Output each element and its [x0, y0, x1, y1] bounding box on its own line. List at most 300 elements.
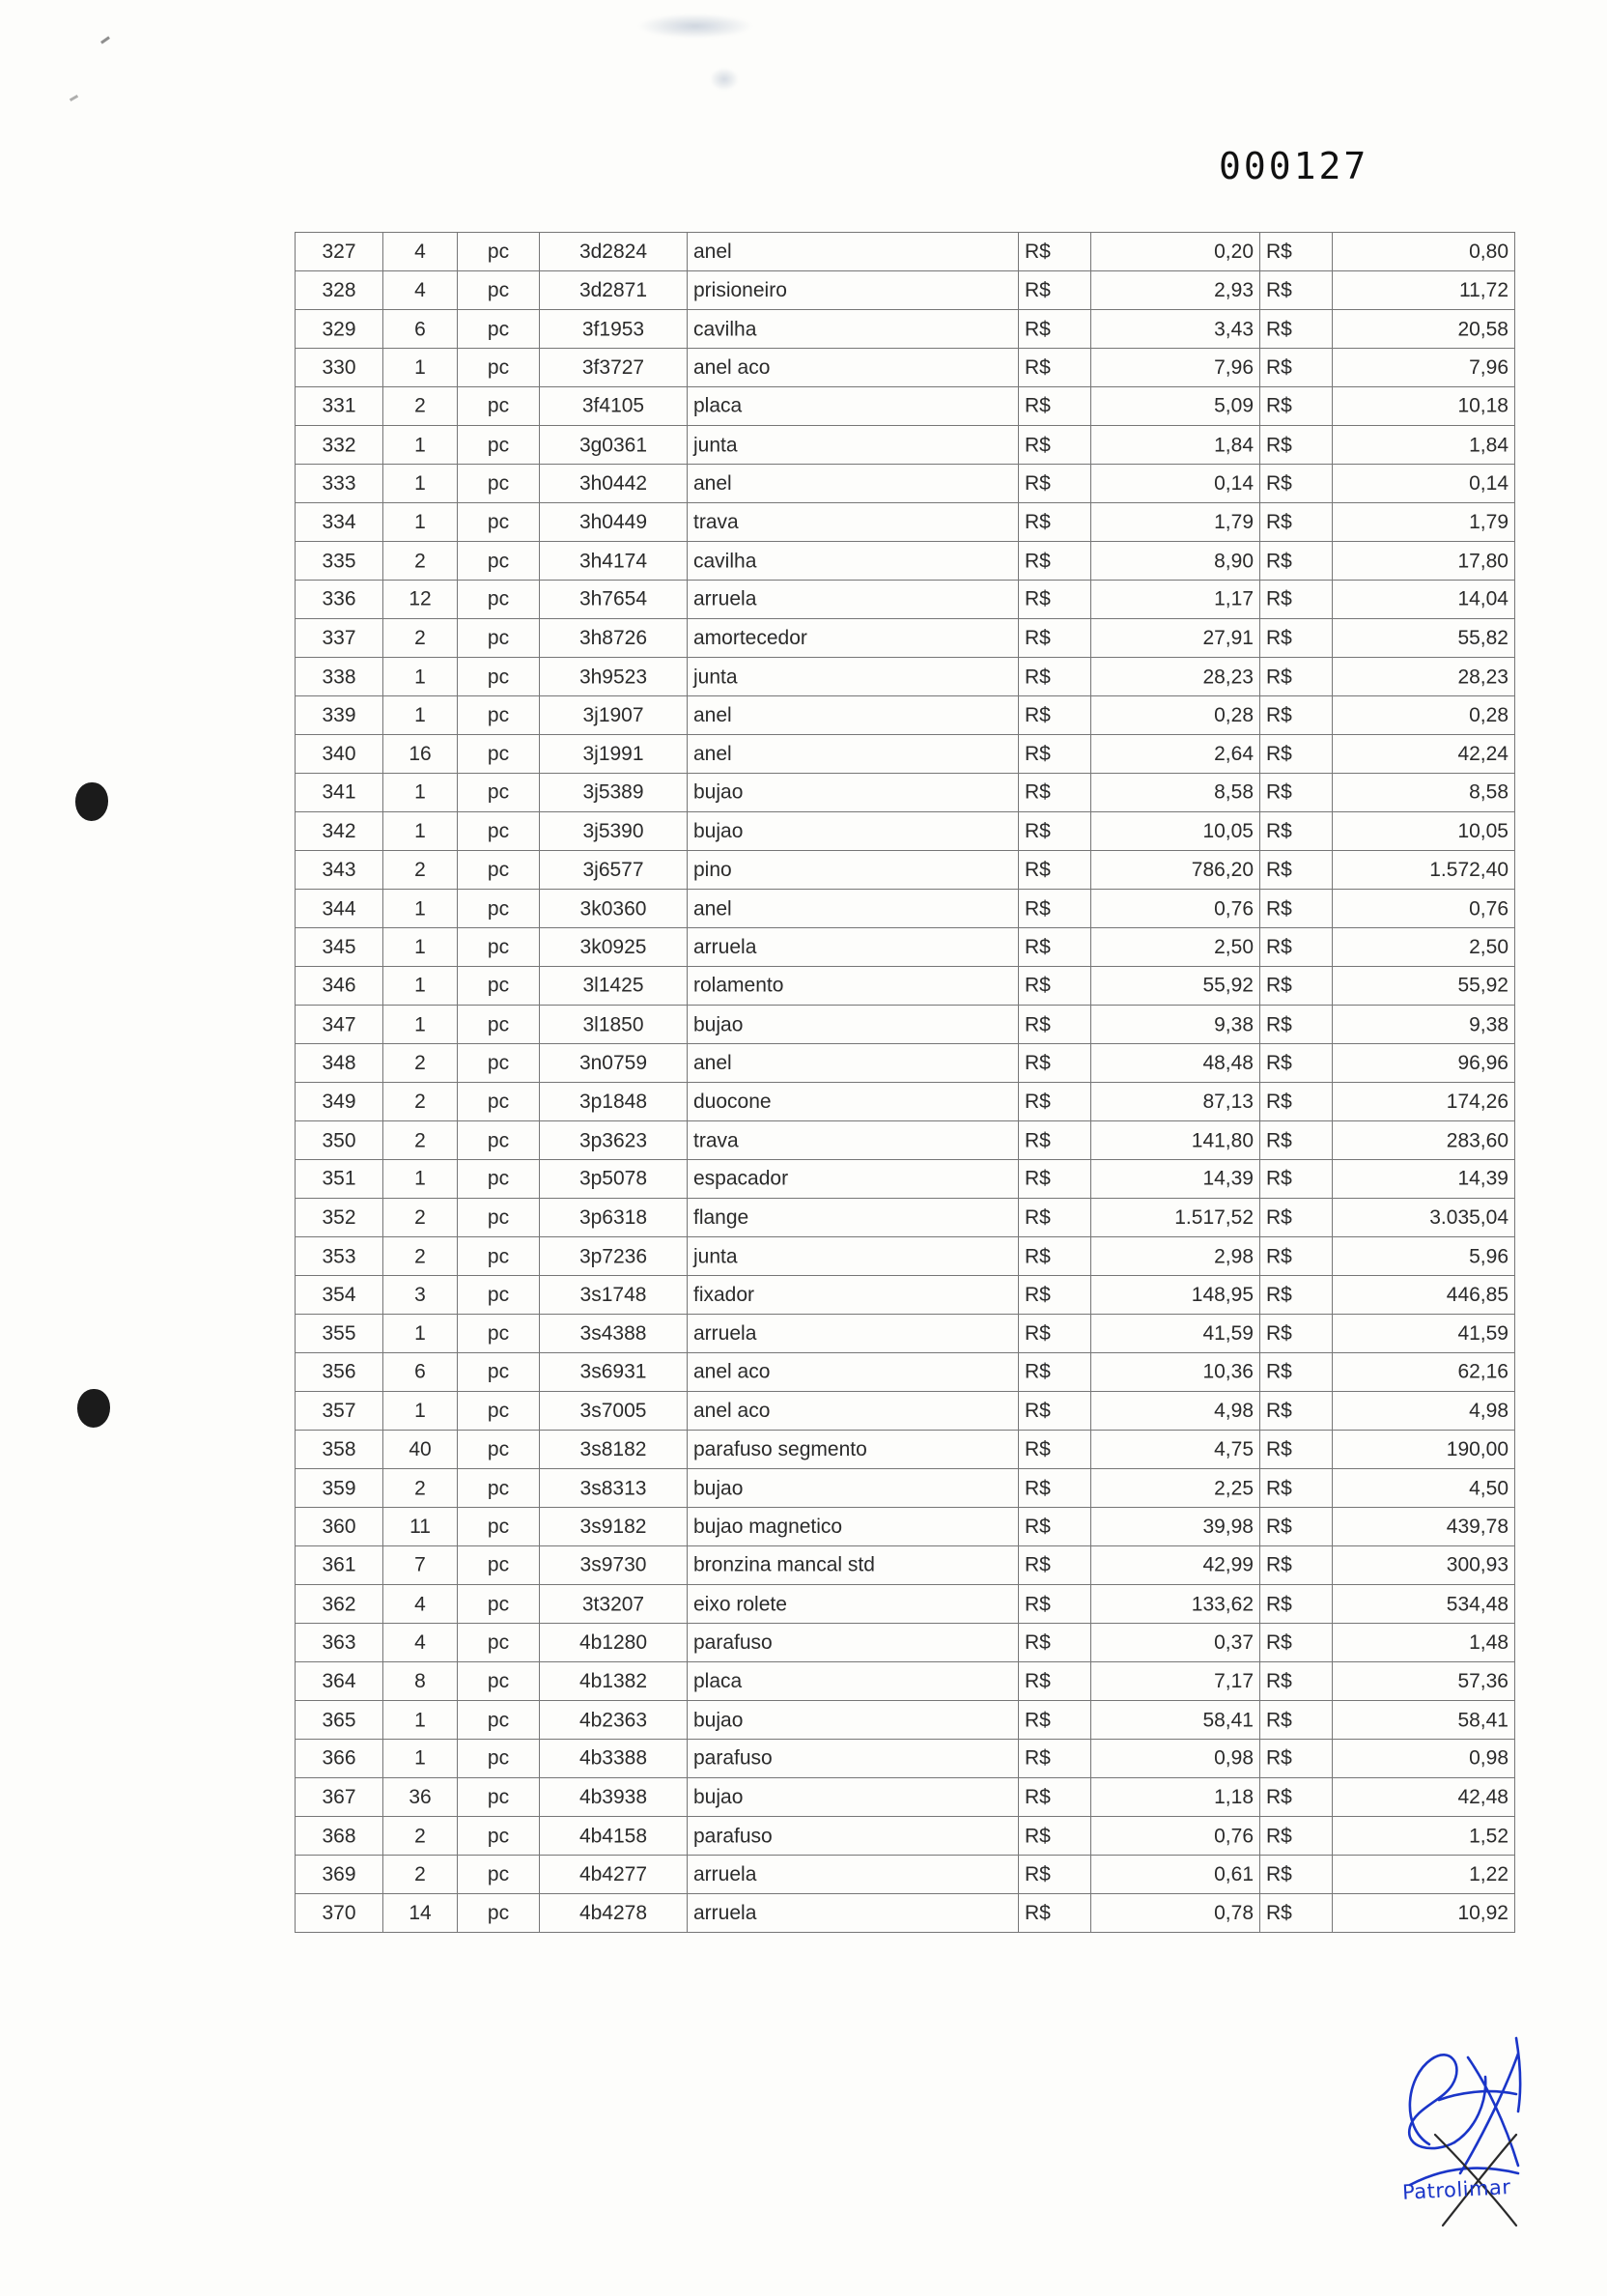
cell-quantity: 1 [383, 890, 458, 928]
cell-currency-unit: R$ [1019, 1778, 1091, 1817]
cell-unit-price: 48,48 [1091, 1044, 1260, 1083]
pen-mark [100, 36, 110, 43]
cell-index: 343 [296, 851, 383, 890]
cell-index: 359 [296, 1469, 383, 1508]
cell-quantity: 2 [383, 851, 458, 890]
table-row [296, 774, 1515, 812]
cell-currency-unit: R$ [1019, 928, 1091, 967]
cell-code: 4b4158 [540, 1817, 688, 1856]
cell-total-price: 0,28 [1333, 696, 1515, 735]
cell-currency-total: R$ [1260, 542, 1333, 581]
cell-index: 330 [296, 349, 383, 387]
cell-unit-price: 2,93 [1091, 271, 1260, 310]
cell-quantity: 2 [383, 1083, 458, 1121]
cell-unit: pc [458, 890, 540, 928]
items-table-container [295, 232, 1508, 1933]
cell-currency-unit: R$ [1019, 386, 1091, 425]
cell-currency-unit: R$ [1019, 271, 1091, 310]
cell-quantity: 40 [383, 1431, 458, 1469]
cell-code: 3j6577 [540, 851, 688, 890]
cell-currency-unit: R$ [1019, 1121, 1091, 1160]
cell-unit-price: 2,25 [1091, 1469, 1260, 1508]
cell-unit: pc [458, 773, 540, 811]
cell-quantity: 1 [383, 812, 458, 851]
table-row [296, 1624, 1515, 1662]
cell-description: bujao [688, 773, 1019, 811]
table-row [296, 503, 1515, 542]
cell-unit: pc [458, 1044, 540, 1083]
table-row [296, 1585, 1515, 1624]
cell-currency-total: R$ [1260, 1778, 1333, 1817]
cell-description: bronzina mancal std [688, 1545, 1019, 1584]
table-row [296, 890, 1515, 928]
cell-total-price: 42,24 [1333, 735, 1515, 774]
cell-unit: pc [458, 1624, 540, 1662]
cell-quantity: 6 [383, 1352, 458, 1391]
cell-total-price: 9,38 [1333, 1006, 1515, 1044]
cell-currency-unit: R$ [1019, 1431, 1091, 1469]
cell-currency-unit: R$ [1019, 696, 1091, 735]
cell-description: rolamento [688, 966, 1019, 1005]
cell-unit: pc [458, 349, 540, 387]
cell-quantity: 1 [383, 1006, 458, 1044]
table-row [296, 696, 1515, 735]
cell-currency-unit: R$ [1019, 580, 1091, 618]
cell-currency-total: R$ [1260, 966, 1333, 1005]
cell-unit: pc [458, 465, 540, 503]
cell-index: 366 [296, 1739, 383, 1777]
cell-description: junta [688, 658, 1019, 696]
cell-index: 352 [296, 1199, 383, 1237]
cell-currency-total: R$ [1260, 349, 1333, 387]
cell-total-price: 439,78 [1333, 1508, 1515, 1546]
cell-description: bujao [688, 1006, 1019, 1044]
cell-quantity: 2 [383, 1469, 458, 1508]
cell-code: 4b1382 [540, 1662, 688, 1701]
cell-index: 363 [296, 1624, 383, 1662]
cell-unit: pc [458, 233, 540, 271]
cell-index: 367 [296, 1778, 383, 1817]
cell-total-price: 4,98 [1333, 1392, 1515, 1431]
cell-currency-total: R$ [1260, 233, 1333, 271]
table-row [296, 928, 1515, 967]
cell-currency-total: R$ [1260, 735, 1333, 774]
cell-currency-total: R$ [1260, 1585, 1333, 1624]
cell-unit-price: 0,37 [1091, 1624, 1260, 1662]
cell-index: 328 [296, 271, 383, 310]
cell-description: anel [688, 233, 1019, 271]
cell-total-price: 0,98 [1333, 1739, 1515, 1777]
cell-currency-unit: R$ [1019, 1469, 1091, 1508]
table-row [296, 1856, 1515, 1894]
cell-index: 348 [296, 1044, 383, 1083]
cell-currency-unit: R$ [1019, 1044, 1091, 1083]
cell-unit: pc [458, 1121, 540, 1160]
cell-currency-unit: R$ [1019, 349, 1091, 387]
table-row [296, 851, 1515, 890]
cell-unit: pc [458, 928, 540, 967]
scan-artifact-top [637, 14, 753, 39]
cell-unit-price: 2,98 [1091, 1237, 1260, 1276]
table-row [296, 1006, 1515, 1044]
cell-currency-total: R$ [1260, 1159, 1333, 1198]
cell-code: 3d2824 [540, 233, 688, 271]
cell-unit: pc [458, 812, 540, 851]
cell-description: arruela [688, 928, 1019, 967]
cell-total-price: 4,50 [1333, 1469, 1515, 1508]
cell-description: cavilha [688, 310, 1019, 349]
cell-unit: pc [458, 1083, 540, 1121]
cell-description: arruela [688, 1315, 1019, 1353]
cell-total-price: 2,50 [1333, 928, 1515, 967]
cell-description: fixador [688, 1276, 1019, 1315]
cell-index: 337 [296, 619, 383, 658]
cell-total-price: 300,93 [1333, 1545, 1515, 1584]
table-row [296, 1469, 1515, 1508]
cell-total-price: 534,48 [1333, 1585, 1515, 1624]
table-row [296, 387, 1515, 426]
cell-code: 3d2871 [540, 271, 688, 310]
cell-index: 362 [296, 1585, 383, 1624]
cell-unit: pc [458, 542, 540, 581]
cell-description: bujao magnetico [688, 1508, 1019, 1546]
cell-currency-total: R$ [1260, 773, 1333, 811]
cell-index: 332 [296, 426, 383, 465]
cell-currency-total: R$ [1260, 1508, 1333, 1546]
cell-quantity: 4 [383, 271, 458, 310]
cell-unit: pc [458, 966, 540, 1005]
cell-unit-price: 0,14 [1091, 465, 1260, 503]
cell-index: 355 [296, 1315, 383, 1353]
cell-unit: pc [458, 1276, 540, 1315]
cell-quantity: 1 [383, 465, 458, 503]
cell-total-price: 1.572,40 [1333, 851, 1515, 890]
cell-currency-total: R$ [1260, 1315, 1333, 1353]
cell-total-price: 5,96 [1333, 1237, 1515, 1276]
cell-code: 3p7236 [540, 1237, 688, 1276]
cell-quantity: 8 [383, 1662, 458, 1701]
cell-quantity: 4 [383, 1585, 458, 1624]
cell-currency-total: R$ [1260, 465, 1333, 503]
cell-unit: pc [458, 1508, 540, 1546]
cell-description: flange [688, 1199, 1019, 1237]
cell-code: 3k0360 [540, 890, 688, 928]
cell-currency-total: R$ [1260, 619, 1333, 658]
cell-unit-price: 39,98 [1091, 1508, 1260, 1546]
cell-index: 347 [296, 1006, 383, 1044]
cell-total-price: 62,16 [1333, 1352, 1515, 1391]
cell-code: 3h0449 [540, 503, 688, 542]
cell-description: trava [688, 503, 1019, 542]
table-row [296, 1199, 1515, 1237]
cell-currency-total: R$ [1260, 1276, 1333, 1315]
cell-code: 3h4174 [540, 542, 688, 581]
cell-quantity: 1 [383, 1315, 458, 1353]
cell-unit-price: 8,90 [1091, 542, 1260, 581]
cell-quantity: 16 [383, 735, 458, 774]
cell-currency-total: R$ [1260, 928, 1333, 967]
cell-total-price: 42,48 [1333, 1778, 1515, 1817]
cell-unit: pc [458, 1585, 540, 1624]
cell-index: 346 [296, 966, 383, 1005]
cell-total-price: 7,96 [1333, 349, 1515, 387]
cell-currency-unit: R$ [1019, 1508, 1091, 1546]
cell-description: parafuso [688, 1817, 1019, 1856]
cell-code: 3g0361 [540, 426, 688, 465]
cell-index: 364 [296, 1662, 383, 1701]
cell-currency-unit: R$ [1019, 1006, 1091, 1044]
scan-artifact-top-small [710, 68, 739, 91]
cell-currency-total: R$ [1260, 503, 1333, 542]
cell-currency-total: R$ [1260, 1817, 1333, 1856]
cell-currency-unit: R$ [1019, 735, 1091, 774]
cell-quantity: 2 [383, 1237, 458, 1276]
table-row [296, 1353, 1515, 1392]
cell-description: pino [688, 851, 1019, 890]
table-row [296, 967, 1515, 1006]
cell-currency-unit: R$ [1019, 619, 1091, 658]
cell-index: 335 [296, 542, 383, 581]
table-row [296, 1740, 1515, 1778]
cell-code: 4b2363 [540, 1701, 688, 1740]
cell-code: 3p5078 [540, 1159, 688, 1198]
cell-unit-price: 1.517,52 [1091, 1199, 1260, 1237]
cell-currency-total: R$ [1260, 658, 1333, 696]
cell-currency-unit: R$ [1019, 1894, 1091, 1933]
cell-description: anel [688, 696, 1019, 735]
cell-currency-unit: R$ [1019, 1199, 1091, 1237]
cell-unit-price: 0,78 [1091, 1894, 1260, 1933]
table-row [296, 581, 1515, 619]
cell-index: 353 [296, 1237, 383, 1276]
cell-index: 361 [296, 1545, 383, 1584]
cell-unit-price: 4,98 [1091, 1392, 1260, 1431]
cell-currency-total: R$ [1260, 1199, 1333, 1237]
cell-code: 3n0759 [540, 1044, 688, 1083]
cell-currency-unit: R$ [1019, 1159, 1091, 1198]
cell-currency-total: R$ [1260, 1237, 1333, 1276]
cell-code: 3j5389 [540, 773, 688, 811]
cell-currency-unit: R$ [1019, 812, 1091, 851]
cell-code: 3f3727 [540, 349, 688, 387]
cell-description: arruela [688, 1856, 1019, 1894]
table-row [296, 1276, 1515, 1315]
cell-unit-price: 133,62 [1091, 1585, 1260, 1624]
cell-currency-total: R$ [1260, 1701, 1333, 1740]
table-row [296, 1392, 1515, 1431]
table-row [296, 349, 1515, 387]
cell-currency-unit: R$ [1019, 851, 1091, 890]
cell-quantity: 1 [383, 1392, 458, 1431]
cell-currency-total: R$ [1260, 426, 1333, 465]
cell-currency-total: R$ [1260, 812, 1333, 851]
table-row [296, 1701, 1515, 1740]
cell-unit: pc [458, 271, 540, 310]
cell-description: anel [688, 735, 1019, 774]
cell-currency-unit: R$ [1019, 1315, 1091, 1353]
cell-total-price: 57,36 [1333, 1662, 1515, 1701]
cell-unit: pc [458, 696, 540, 735]
cell-unit-price: 0,76 [1091, 1817, 1260, 1856]
table-row [296, 426, 1515, 465]
cell-index: 345 [296, 928, 383, 967]
cell-total-price: 0,80 [1333, 233, 1515, 271]
cell-unit-price: 1,84 [1091, 426, 1260, 465]
cell-unit-price: 0,28 [1091, 696, 1260, 735]
cell-unit-price: 0,76 [1091, 890, 1260, 928]
cell-quantity: 1 [383, 773, 458, 811]
cell-code: 3h0442 [540, 465, 688, 503]
cell-quantity: 11 [383, 1508, 458, 1546]
cell-currency-unit: R$ [1019, 1237, 1091, 1276]
table-row [296, 619, 1515, 658]
cell-description: prisioneiro [688, 271, 1019, 310]
cell-index: 342 [296, 812, 383, 851]
cell-code: 3j1907 [540, 696, 688, 735]
cell-quantity: 1 [383, 426, 458, 465]
cell-unit-price: 1,18 [1091, 1778, 1260, 1817]
cell-currency-unit: R$ [1019, 233, 1091, 271]
cell-currency-unit: R$ [1019, 658, 1091, 696]
cell-code: 3l1425 [540, 966, 688, 1005]
cell-quantity: 4 [383, 233, 458, 271]
cell-index: 338 [296, 658, 383, 696]
cell-unit: pc [458, 1199, 540, 1237]
cell-currency-total: R$ [1260, 1006, 1333, 1044]
cell-unit-price: 28,23 [1091, 658, 1260, 696]
cell-unit-price: 3,43 [1091, 310, 1260, 349]
cell-unit: pc [458, 503, 540, 542]
cell-index: 351 [296, 1159, 383, 1198]
cell-unit: pc [458, 386, 540, 425]
cell-unit: pc [458, 735, 540, 774]
cell-code: 3h7654 [540, 580, 688, 618]
cell-code: 3s1748 [540, 1276, 688, 1315]
cell-unit: pc [458, 1778, 540, 1817]
cell-description: bujao [688, 812, 1019, 851]
cell-index: 339 [296, 696, 383, 735]
cell-currency-total: R$ [1260, 1083, 1333, 1121]
table-row [296, 1894, 1515, 1933]
cell-unit-price: 58,41 [1091, 1701, 1260, 1740]
cell-currency-total: R$ [1260, 1121, 1333, 1160]
cell-total-price: 41,59 [1333, 1315, 1515, 1353]
cell-currency-unit: R$ [1019, 426, 1091, 465]
cell-unit-price: 87,13 [1091, 1083, 1260, 1121]
cell-unit-price: 0,20 [1091, 233, 1260, 271]
cell-unit: pc [458, 1701, 540, 1740]
cell-code: 3s7005 [540, 1392, 688, 1431]
cell-total-price: 28,23 [1333, 658, 1515, 696]
cell-index: 369 [296, 1856, 383, 1894]
cell-code: 3p1848 [540, 1083, 688, 1121]
cell-unit-price: 4,75 [1091, 1431, 1260, 1469]
cell-unit: pc [458, 1159, 540, 1198]
cell-unit-price: 42,99 [1091, 1545, 1260, 1584]
cell-index: 333 [296, 465, 383, 503]
page-number-stamp: 000127 [1219, 145, 1369, 187]
cell-unit-price: 0,61 [1091, 1856, 1260, 1894]
cell-total-price: 283,60 [1333, 1121, 1515, 1160]
cell-description: junta [688, 426, 1019, 465]
cell-unit: pc [458, 1856, 540, 1894]
cell-currency-unit: R$ [1019, 1662, 1091, 1701]
cell-description: anel aco [688, 1352, 1019, 1391]
cell-code: 3k0925 [540, 928, 688, 967]
cell-unit-price: 2,50 [1091, 928, 1260, 967]
cell-unit: pc [458, 851, 540, 890]
cell-total-price: 0,14 [1333, 465, 1515, 503]
cell-description: parafuso [688, 1624, 1019, 1662]
cell-currency-unit: R$ [1019, 503, 1091, 542]
cell-description: parafuso segmento [688, 1431, 1019, 1469]
cell-total-price: 20,58 [1333, 310, 1515, 349]
cell-currency-unit: R$ [1019, 1585, 1091, 1624]
cell-currency-total: R$ [1260, 696, 1333, 735]
cell-unit-price: 8,58 [1091, 773, 1260, 811]
cell-unit-price: 10,05 [1091, 812, 1260, 851]
cell-description: parafuso [688, 1739, 1019, 1777]
cell-unit-price: 41,59 [1091, 1315, 1260, 1353]
pen-mark-secondary [70, 95, 78, 101]
table-row [296, 1817, 1515, 1856]
cell-description: bujao [688, 1469, 1019, 1508]
cell-code: 3f1953 [540, 310, 688, 349]
table-row [296, 1508, 1515, 1546]
items-table-body [296, 233, 1515, 1933]
cell-total-price: 1,79 [1333, 503, 1515, 542]
cell-currency-unit: R$ [1019, 1701, 1091, 1740]
cell-index: 344 [296, 890, 383, 928]
cell-currency-total: R$ [1260, 580, 1333, 618]
cell-code: 3p3623 [540, 1121, 688, 1160]
cell-currency-total: R$ [1260, 271, 1333, 310]
table-row [296, 1083, 1515, 1121]
cell-code: 3s6931 [540, 1352, 688, 1391]
cell-code: 3s9730 [540, 1545, 688, 1584]
cell-code: 3j5390 [540, 812, 688, 851]
cell-quantity: 1 [383, 1739, 458, 1777]
table-row [296, 465, 1515, 503]
cell-total-price: 14,04 [1333, 580, 1515, 618]
cell-currency-unit: R$ [1019, 1545, 1091, 1584]
cell-quantity: 1 [383, 696, 458, 735]
cell-description: cavilha [688, 542, 1019, 581]
cell-unit-price: 55,92 [1091, 966, 1260, 1005]
cell-unit-price: 14,39 [1091, 1159, 1260, 1198]
cell-total-price: 1,52 [1333, 1817, 1515, 1856]
cell-currency-unit: R$ [1019, 1624, 1091, 1662]
cell-description: anel [688, 890, 1019, 928]
cell-total-price: 10,05 [1333, 812, 1515, 851]
cell-description: arruela [688, 1894, 1019, 1933]
cell-unit: pc [458, 1315, 540, 1353]
cell-currency-unit: R$ [1019, 1392, 1091, 1431]
table-row [296, 1431, 1515, 1469]
cell-description: duocone [688, 1083, 1019, 1121]
cell-unit: pc [458, 1739, 540, 1777]
cell-total-price: 446,85 [1333, 1276, 1515, 1315]
cell-quantity: 2 [383, 386, 458, 425]
cell-currency-unit: R$ [1019, 465, 1091, 503]
cell-total-price: 190,00 [1333, 1431, 1515, 1469]
cell-currency-unit: R$ [1019, 773, 1091, 811]
cell-index: 334 [296, 503, 383, 542]
table-row [296, 1044, 1515, 1083]
cell-quantity: 14 [383, 1894, 458, 1933]
cell-unit-price: 2,64 [1091, 735, 1260, 774]
cell-quantity: 1 [383, 658, 458, 696]
